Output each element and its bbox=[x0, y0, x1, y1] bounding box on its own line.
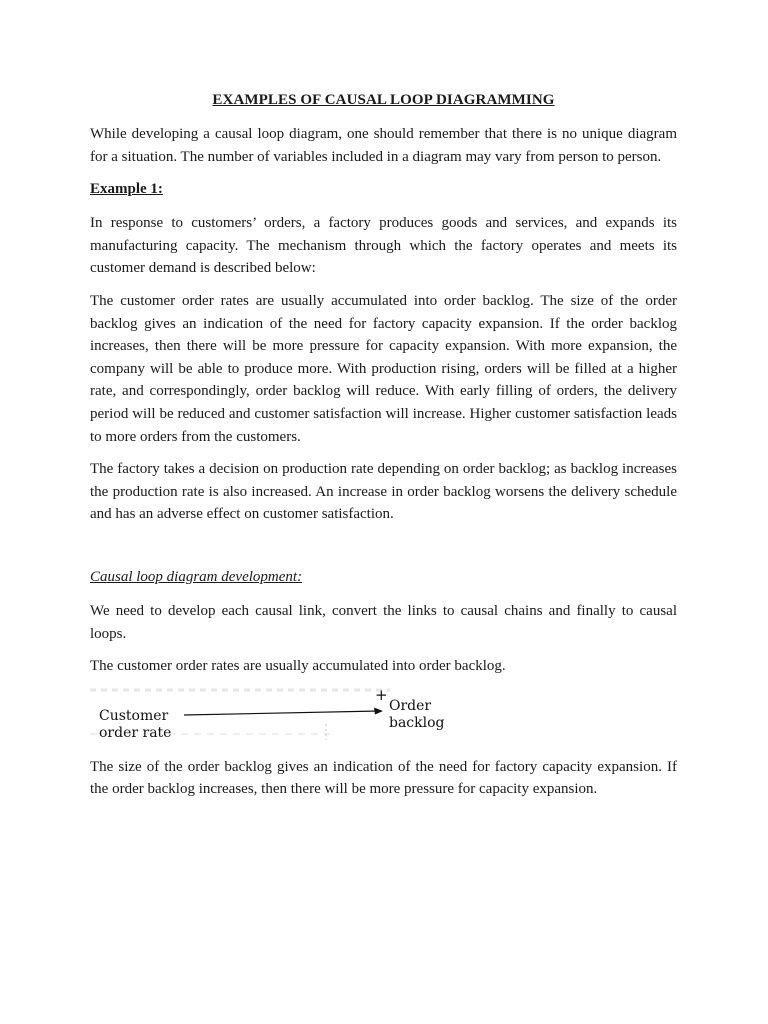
node-customer-order-rate bbox=[99, 708, 171, 742]
node-label: backlog bbox=[389, 714, 445, 731]
causal-arrow-line bbox=[184, 711, 379, 715]
paragraph-backlog: The customer order rates are usually accumulated into order backlog. The size of the order backlog gives an indication of the need for factory capacity expansion. If the order backlog increases, then there will be more pressure for capacity expansion. With more expansion, the company will be able to produce more. With production rising, orders will be filled at a higher rate, and correspondingly, order backlog will reduce. With early filling of orders, the delivery period will be reduced and customer satisfaction will increase. Higher customer satisfaction leads to more orders from the customers. bbox=[90, 292, 677, 445]
paragraph-links: We need to develop each causal link, convert the links to causal chains and finally to causal loops. bbox=[90, 602, 677, 642]
spacer bbox=[90, 536, 677, 566]
development-heading: Causal loop diagram development: bbox=[90, 568, 303, 585]
diagram-canvas bbox=[90, 688, 677, 750]
paragraph-closing: The size of the order backlog gives an indication of the need for factory capacity expansion. If the order backlog increases, then there will be more pressure for capacity expansion. bbox=[90, 758, 677, 798]
node-label: Customer bbox=[99, 707, 169, 724]
node-order-backlog bbox=[389, 698, 445, 732]
polarity-label: + bbox=[375, 687, 388, 704]
paragraph-response: In response to customers’ orders, a factory produces goods and services, and expands its manufacturing capacity. The mechanism through which the factory operates and meets its customer demand is described below: bbox=[90, 215, 677, 277]
paragraph-production: The factory takes a decision on production rate depending on order backlog; as backlog increases the production rate is also increased. An increase in order backlog worsens the delivery schedule and has an adverse effect on customer satisfaction. bbox=[90, 461, 677, 523]
page-title: EXAMPLES OF CAUSAL LOOP DIAGRAMMING bbox=[212, 92, 555, 108]
arrow-head-icon bbox=[374, 707, 383, 714]
node-label: Order bbox=[389, 697, 432, 714]
document-page bbox=[90, 92, 677, 811]
paragraph-accumulated: The customer order rates are usually accumulated into order backlog. bbox=[90, 658, 506, 675]
node-label: order rate bbox=[99, 724, 172, 741]
example-heading: Example 1: bbox=[90, 181, 163, 198]
causal-link-diagram bbox=[90, 688, 677, 750]
intro-paragraph: While developing a causal loop diagram, one should remember that there is no unique diagram for a situation. The number of variables included in a diagram may vary from person to person. bbox=[90, 126, 677, 165]
